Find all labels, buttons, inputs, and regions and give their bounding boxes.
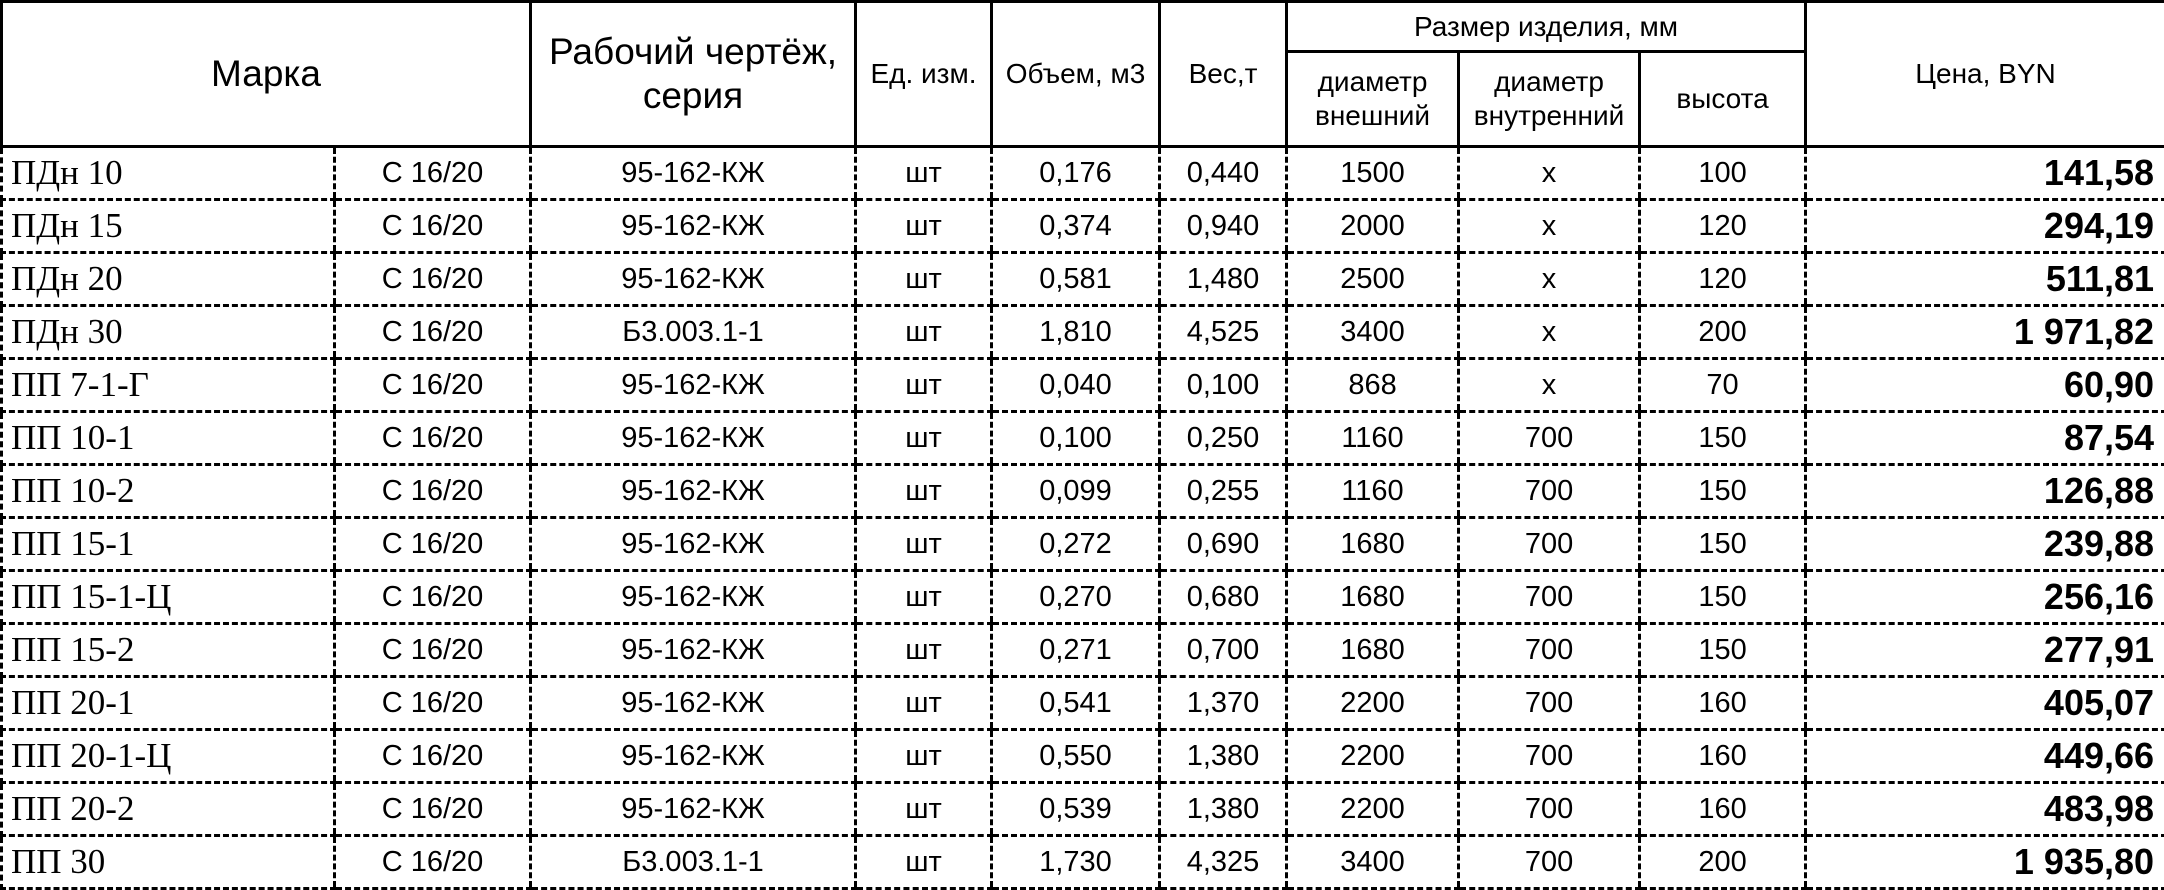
cell-inner-diameter: 700 xyxy=(1459,836,1640,889)
cell-concrete-class: С 16/20 xyxy=(335,783,531,836)
cell-inner-diameter: х xyxy=(1459,359,1640,412)
cell-drawing-series: 95-162-КЖ xyxy=(531,677,856,730)
header-outer-diameter: диаметр внешний xyxy=(1287,52,1459,147)
table-row xyxy=(2,677,2164,730)
cell-inner-diameter: 700 xyxy=(1459,571,1640,624)
cell-mark: ПП 15-1 xyxy=(2,518,335,571)
cell-concrete-class: С 16/20 xyxy=(335,518,531,571)
cell-mark: ПДн 15 xyxy=(2,200,335,253)
header-inner-diameter: диаметр внутренний xyxy=(1459,52,1640,147)
cell-unit: шт xyxy=(856,465,992,518)
cell-price: 405,07 xyxy=(1806,677,2164,730)
cell-weight: 0,250 xyxy=(1160,412,1287,465)
header-volume: Объем, м3 xyxy=(992,2,1160,147)
cell-drawing-series: 95-162-КЖ xyxy=(531,359,856,412)
cell-unit: шт xyxy=(856,571,992,624)
cell-outer-diameter: 868 xyxy=(1287,359,1459,412)
cell-drawing-series: 95-162-КЖ xyxy=(531,412,856,465)
table-row xyxy=(2,306,2164,359)
cell-mark: ПП 10-2 xyxy=(2,465,335,518)
cell-volume: 0,100 xyxy=(992,412,1160,465)
cell-mark: ПП 10-1 xyxy=(2,412,335,465)
cell-concrete-class: С 16/20 xyxy=(335,730,531,783)
cell-mark: ПП 20-2 xyxy=(2,783,335,836)
header-price: Цена, BYN xyxy=(1806,2,2164,147)
cell-height: 120 xyxy=(1640,200,1806,253)
cell-mark: ПДн 30 xyxy=(2,306,335,359)
cell-concrete-class: С 16/20 xyxy=(335,147,531,200)
cell-price: 87,54 xyxy=(1806,412,2164,465)
header-size-group: Размер изделия, мм xyxy=(1287,2,1806,52)
table-body xyxy=(2,147,2164,889)
cell-weight: 4,525 xyxy=(1160,306,1287,359)
cell-price: 256,16 xyxy=(1806,571,2164,624)
cell-outer-diameter: 1680 xyxy=(1287,518,1459,571)
cell-drawing-series: 95-162-КЖ xyxy=(531,518,856,571)
cell-concrete-class: С 16/20 xyxy=(335,253,531,306)
header-weight: Вес,т xyxy=(1160,2,1287,147)
table-row xyxy=(2,465,2164,518)
cell-outer-diameter: 1160 xyxy=(1287,412,1459,465)
cell-concrete-class: С 16/20 xyxy=(335,624,531,677)
cell-weight: 0,690 xyxy=(1160,518,1287,571)
cell-outer-diameter: 3400 xyxy=(1287,836,1459,889)
cell-outer-diameter: 1680 xyxy=(1287,571,1459,624)
cell-volume: 0,374 xyxy=(992,200,1160,253)
cell-drawing-series: Б3.003.1-1 xyxy=(531,836,856,889)
cell-outer-diameter: 1500 xyxy=(1287,147,1459,200)
cell-height: 200 xyxy=(1640,836,1806,889)
cell-height: 150 xyxy=(1640,465,1806,518)
cell-inner-diameter: 700 xyxy=(1459,730,1640,783)
cell-drawing-series: 95-162-КЖ xyxy=(531,465,856,518)
cell-mark: ПП 15-2 xyxy=(2,624,335,677)
cell-volume: 0,099 xyxy=(992,465,1160,518)
cell-unit: шт xyxy=(856,783,992,836)
cell-concrete-class: С 16/20 xyxy=(335,200,531,253)
table-row xyxy=(2,253,2164,306)
cell-price: 141,58 xyxy=(1806,147,2164,200)
cell-outer-diameter: 2500 xyxy=(1287,253,1459,306)
table-row xyxy=(2,200,2164,253)
cell-outer-diameter: 1160 xyxy=(1287,465,1459,518)
cell-price: 126,88 xyxy=(1806,465,2164,518)
cell-mark: ПП 7-1-Г xyxy=(2,359,335,412)
cell-height: 150 xyxy=(1640,624,1806,677)
cell-volume: 0,539 xyxy=(992,783,1160,836)
cell-concrete-class: С 16/20 xyxy=(335,836,531,889)
cell-outer-diameter: 3400 xyxy=(1287,306,1459,359)
cell-inner-diameter: х xyxy=(1459,306,1640,359)
cell-unit: шт xyxy=(856,836,992,889)
cell-inner-diameter: 700 xyxy=(1459,412,1640,465)
cell-unit: шт xyxy=(856,359,992,412)
header-marka: Марка xyxy=(2,2,531,147)
cell-weight: 0,255 xyxy=(1160,465,1287,518)
cell-outer-diameter: 2200 xyxy=(1287,730,1459,783)
cell-height: 160 xyxy=(1640,677,1806,730)
cell-price: 511,81 xyxy=(1806,253,2164,306)
cell-drawing-series: 95-162-КЖ xyxy=(531,730,856,783)
cell-height: 150 xyxy=(1640,412,1806,465)
cell-height: 200 xyxy=(1640,306,1806,359)
cell-concrete-class: С 16/20 xyxy=(335,359,531,412)
cell-unit: шт xyxy=(856,677,992,730)
cell-mark: ПДн 20 xyxy=(2,253,335,306)
cell-unit: шт xyxy=(856,200,992,253)
cell-volume: 0,271 xyxy=(992,624,1160,677)
cell-volume: 0,581 xyxy=(992,253,1160,306)
cell-drawing-series: 95-162-КЖ xyxy=(531,200,856,253)
cell-drawing-series: Б3.003.1-1 xyxy=(531,306,856,359)
header-unit: Ед. изм. xyxy=(856,2,992,147)
cell-concrete-class: С 16/20 xyxy=(335,465,531,518)
cell-drawing-series: 95-162-КЖ xyxy=(531,147,856,200)
cell-price: 1 935,80 xyxy=(1806,836,2164,889)
cell-drawing-series: 95-162-КЖ xyxy=(531,783,856,836)
cell-inner-diameter: х xyxy=(1459,147,1640,200)
cell-price: 239,88 xyxy=(1806,518,2164,571)
cell-inner-diameter: 700 xyxy=(1459,624,1640,677)
table-row xyxy=(2,624,2164,677)
cell-inner-diameter: 700 xyxy=(1459,465,1640,518)
table-header xyxy=(2,2,2164,147)
cell-drawing-series: 95-162-КЖ xyxy=(531,624,856,677)
cell-unit: шт xyxy=(856,412,992,465)
cell-mark: ПП 20-1 xyxy=(2,677,335,730)
cell-height: 150 xyxy=(1640,518,1806,571)
cell-weight: 1,370 xyxy=(1160,677,1287,730)
cell-volume: 0,541 xyxy=(992,677,1160,730)
cell-weight: 1,380 xyxy=(1160,730,1287,783)
cell-mark: ПП 20-1-Ц xyxy=(2,730,335,783)
cell-concrete-class: С 16/20 xyxy=(335,306,531,359)
cell-weight: 0,700 xyxy=(1160,624,1287,677)
cell-outer-diameter: 2200 xyxy=(1287,677,1459,730)
cell-inner-diameter: 700 xyxy=(1459,783,1640,836)
header-height: высота xyxy=(1640,52,1806,147)
cell-concrete-class: С 16/20 xyxy=(335,677,531,730)
table-row xyxy=(2,836,2164,889)
cell-volume: 0,272 xyxy=(992,518,1160,571)
cell-mark: ПП 30 xyxy=(2,836,335,889)
cell-inner-diameter: 700 xyxy=(1459,677,1640,730)
cell-price: 1 971,82 xyxy=(1806,306,2164,359)
cell-concrete-class: С 16/20 xyxy=(335,571,531,624)
cell-outer-diameter: 2200 xyxy=(1287,783,1459,836)
cell-volume: 1,730 xyxy=(992,836,1160,889)
cell-unit: шт xyxy=(856,730,992,783)
cell-weight: 0,680 xyxy=(1160,571,1287,624)
cell-inner-diameter: х xyxy=(1459,200,1640,253)
cell-inner-diameter: х xyxy=(1459,253,1640,306)
cell-drawing-series: 95-162-КЖ xyxy=(531,253,856,306)
cell-volume: 0,550 xyxy=(992,730,1160,783)
cell-unit: шт xyxy=(856,624,992,677)
cell-volume: 0,270 xyxy=(992,571,1160,624)
cell-unit: шт xyxy=(856,253,992,306)
cell-weight: 1,480 xyxy=(1160,253,1287,306)
cell-height: 160 xyxy=(1640,783,1806,836)
cell-weight: 4,325 xyxy=(1160,836,1287,889)
cell-weight: 0,940 xyxy=(1160,200,1287,253)
table-row xyxy=(2,730,2164,783)
cell-unit: шт xyxy=(856,518,992,571)
cell-inner-diameter: 700 xyxy=(1459,518,1640,571)
cell-weight: 0,440 xyxy=(1160,147,1287,200)
cell-height: 160 xyxy=(1640,730,1806,783)
cell-mark: ПП 15-1-Ц xyxy=(2,571,335,624)
cell-price: 483,98 xyxy=(1806,783,2164,836)
table-row xyxy=(2,571,2164,624)
table-row xyxy=(2,359,2164,412)
header-drawing-series: Рабочий чертёж, серия xyxy=(531,2,856,147)
cell-weight: 1,380 xyxy=(1160,783,1287,836)
cell-height: 120 xyxy=(1640,253,1806,306)
cell-height: 150 xyxy=(1640,571,1806,624)
table-row xyxy=(2,147,2164,200)
cell-mark: ПДн 10 xyxy=(2,147,335,200)
cell-volume: 0,176 xyxy=(992,147,1160,200)
cell-price: 277,91 xyxy=(1806,624,2164,677)
cell-unit: шт xyxy=(856,306,992,359)
cell-price: 294,19 xyxy=(1806,200,2164,253)
cell-price: 60,90 xyxy=(1806,359,2164,412)
cell-drawing-series: 95-162-КЖ xyxy=(531,571,856,624)
cell-weight: 0,100 xyxy=(1160,359,1287,412)
cell-volume: 0,040 xyxy=(992,359,1160,412)
cell-concrete-class: С 16/20 xyxy=(335,412,531,465)
cell-price: 449,66 xyxy=(1806,730,2164,783)
cell-outer-diameter: 2000 xyxy=(1287,200,1459,253)
table-row xyxy=(2,412,2164,465)
cell-unit: шт xyxy=(856,147,992,200)
cell-outer-diameter: 1680 xyxy=(1287,624,1459,677)
cell-height: 70 xyxy=(1640,359,1806,412)
cell-volume: 1,810 xyxy=(992,306,1160,359)
cell-height: 100 xyxy=(1640,147,1806,200)
table-row xyxy=(2,518,2164,571)
table-row xyxy=(2,783,2164,836)
